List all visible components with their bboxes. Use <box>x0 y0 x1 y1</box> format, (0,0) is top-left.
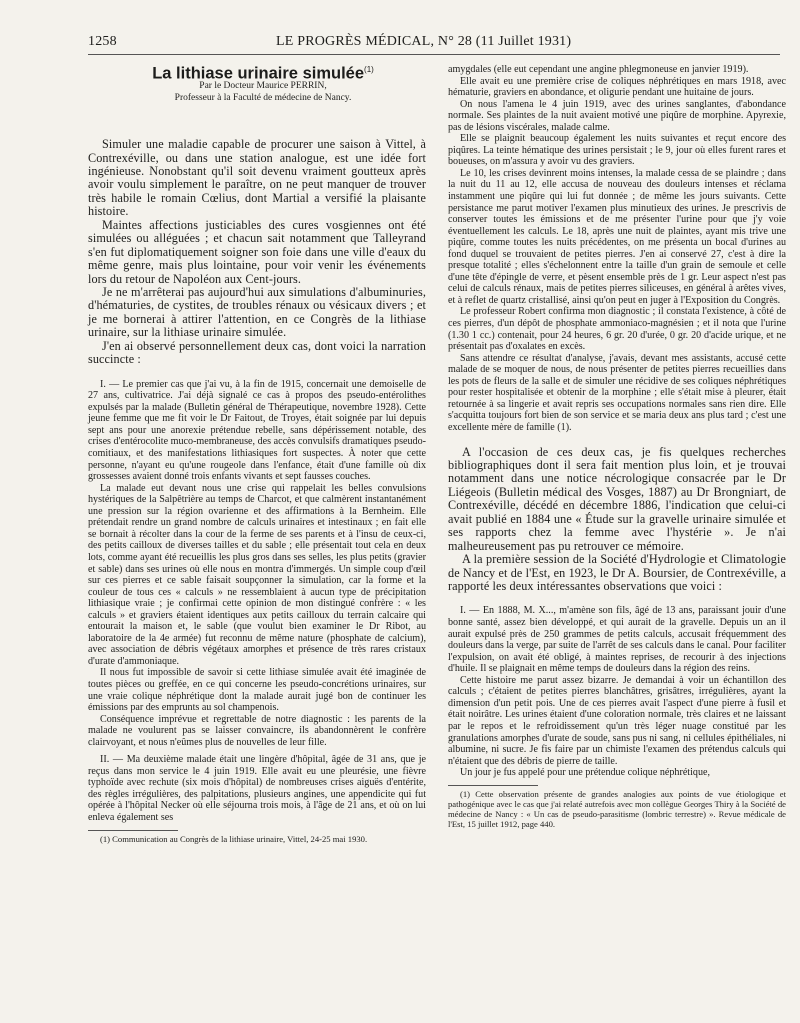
paragraph: I. — En 1888, M. X..., m'amène son fils, âgé de 13 ans, paraissant jouir d'une bonne santé, assez bien développé, et qui aurait de la gravelle. Depuis un an il aurait expulsé près de 250 grammes de petits calculs, accusait fréquemment des douleurs dans la verge, par suite de l'arrêt de ses calculs dans le canal. Pour faciliter l'expulsion, on avait été obligé, à maintes reprises, de recourir à des injections d'huile. Il se plaignait en même temps de douleurs dans la région des reins. <box>448 605 786 675</box>
paragraph: Sans attendre ce résultat d'analyse, j'avais, devant mes assistants, accusé cette malade de se moquer de nous, de nous présenter de petites pierres recueillies dans les pots de fleurs de la salle et de simuler une récidive de ses coliques néphrétiques pour rester hospitalisée et obtenir de la morphine ; elle s'était mise à pleurer, était retournée à sa lingerie et avait repris ses occupations normales sans rien dire. Elle s'acquitta toujours fort bien de son service et se maria deux ans plus tard ; c'est une excellente mère de famille (1). <box>448 352 786 433</box>
paragraph: Le 10, les crises devinrent moins intenses, la malade cessa de se plaindre ; dans la nuit du 11 au 12, elle accusa de nouveau des douleurs intenses et réclama instamment une piqûre qui lui fut donnée ; de même les jours suivants. Cette persistance me parut motiver l'examen plus minutieux des urines. Je prescrivis de conserver toutes les émissions et de me présenter l'urine pour que j'y voie éventuellement les calculs. Le 18, après une nuit de plaintes, ayant mis trive une piqûre, comme toutes les nuits précédentes, on me présenta un bocal d'urines au fond duquel se trouvaient de petites pierres. J'en ai conservé 27, c'est à dire la presque totalité ; elles s'échelonnent entre la taille d'un grain de semoule et celle d'une tête d'épingle de verre, et pèsent ensemble près de 1 gr. Leur aspect n'est pas celui de calculs rénaux, mais de petites pierres siliceuses, en général à arêtes vives, et à reflet de quartz cristallisé, ainsi qu'on peut en juger à l'Exposition du Congrès. <box>448 167 786 306</box>
paragraph: Elle avait eu une première crise de coliques néphrétiques en mars 1918, avec hématurie, graviers en abondance, et oligurie pendant une huitaine de jours. <box>448 75 786 99</box>
title-footnote-mark: (1) <box>364 65 374 74</box>
bibliography-section <box>448 446 786 594</box>
author-line: Par le Docteur Maurice PERRIN, <box>199 81 327 92</box>
paragraph: A la première session de la Société d'Hydrologie et Climatologie de Nancy et de l'Est, en 1923, le Dr A. Boursier, de Contrexéville, a rapporté les deux intéressantes observations que voici : <box>448 552 786 594</box>
paragraph: Un jour je fus appelé pour une prétendue colique néphrétique, <box>460 767 711 779</box>
page-number: 1258 <box>88 34 117 49</box>
paragraph: Le professeur Robert confirma mon diagnostic ; il constata l'existence, à côté de ces pierres, d'un dépôt de phosphate ammoniaco-magnésien ; et il nota que l'urine (1.30 1 cc.) contenait, pour 24 heures, 6 gr. 20 d'urée, 0 gr. 20 d'acide urique, et ne présentait pas d'oxalates en excès. <box>448 306 786 353</box>
running-header <box>88 34 780 52</box>
paragraph: amygdales (elle eut cependant une angine phlegmoneuse en janvier 1919). <box>448 64 749 75</box>
paragraph: Il nous fut impossible de savoir si cette lithiase simulée avait été imaginée de toutes pièces ou greffée, en ce qui concerne les pseudo-concrétions urinaires, sur une vraie colique néphrétique dont la malade aurait jugé bon de continuer les émissions par des emprunts au sol champenois. <box>88 667 426 714</box>
paragraph: On nous l'amena le 4 juin 1919, avec des urines sanglantes, d'abondance normale. Ses plaintes de la nuit avaient motivé une piqûre de morphine. Apyrexie, pas de lésions viscérales, malade calme. <box>448 98 786 133</box>
paragraph: Cette histoire me parut assez bizarre. Je demandai à voir un échantillon des calculs ; c'étaient de petites pierres blanchâtres, grisâtres, irrégulières, ayant la dimension d'un petit pois. Une de ces pierres avait l'aspect d'une pierre à fusil et était noirâtre. Les urines étaient d'une coloration normale, très claires et ne laissant par le repos et le refroidissement qu'un très léger nuage constitué par les granulations amorphes d'urate de soude, sans pus ni sang, ni cellules épithéliales, ni albumine, ni sucre. Je fis faire par un chimiste l'examen des prétendus calculs qui n'étaient que des débris de pierre de taille. <box>448 674 786 767</box>
footnote-rule <box>448 785 538 786</box>
journal-title: LE PROGRÈS MÉDICAL, N° 28 (11 Juillet 1931) <box>276 34 572 49</box>
left-column <box>88 64 426 844</box>
paragraph: Elle se plaignit beaucoup également les nuits suivantes et reçut encore des piqûres. La teinte hématique des urines persistait ; le 9, jour où elles furent rares et boueuses, on m'assura y avoir vu des graviers. <box>448 133 786 168</box>
paragraph: Je ne m'arrêterai pas aujourd'hui aux simulations d'albuminuries, d'hématuries, de cystites, de troubles rénaux ou vésicaux divers ; et je me bornerai à attirer l'attention, en ce Congrès de la lithiase urinaire, sur la lithiase urinaire simulée. <box>88 285 426 340</box>
paragraph: Simuler une maladie capable de procurer une saison à Vittel, à Contrexéville, ou dans une station analogue, est une idée fort ingénieuse. Nonobstant qu'il soit devenu vraiment goutteux après avoir voulu simplement le paraître, on ne peut manquer de trouver très habile le romain Cœlius, dont Martial a versifié la plaisante histoire. <box>88 137 426 219</box>
paragraph: J'en ai observé personnellement deux cas, dont voici la narration succincte : <box>88 338 426 367</box>
paragraph: Maintes affections justiciables des cures vosgiennes ont été simulées ou alléguées ; et chacun sait notamment que Talleyrand s'en fut diplomatiquement soigner son foie dans une ville d'eaux du même genre, mais plus lointaine, pour voir venir les événements lors du retour de Napoléon aux Cent-jours. <box>88 217 426 286</box>
paragraph: I. — Le premier cas que j'ai vu, à la fin de 1915, concernait une demoiselle de 27 ans, cultivatrice. J'ai déjà signalé ce cas à propos des pseudo-entérolithes expulsés par la malade (Bulletin général de Thérapeutique, novembre 1928). Cette jeune femme que me fit voir le Dr Faitout, de Troyes, était soignée par lui depuis sept ans pour une anorexie prétendue rebelle, sans dépérissement notable, des crises d'entérocolite muco-membraneuse, des accès convulsifs dramatiques pseudo-comitiaux, et des manifestations lithiasiques fort suspectes. À noter que cette personne, n'ayant eu qu'une rougeole dans l'enfance, était d'une famille où dix grossesses avaient donné trois enfants vivants et sept fausses couches. <box>88 378 426 483</box>
affiliation-line: Professeur à la Faculté de médecine de Nancy. <box>174 93 352 104</box>
introduction <box>88 138 426 367</box>
paragraph: Conséquence imprévue et regrettable de notre diagnostic : les parents de la malade ne voulurent pas se laisser convaincre, ils abandonnèrent le confrère clairvoyant, et nous n'eûmes plus de nouvelles de leur fille. <box>88 713 426 748</box>
header-rule <box>88 54 780 55</box>
article-title <box>88 64 426 83</box>
footnote-rule <box>88 830 178 831</box>
right-column <box>448 64 786 829</box>
footnote: (1) Cette observation présente de grandes analogies aux points de vue étiologique et pathogénique avec le cas que j'ai relaté autrefois avec mon collègue Georges Thiry à la Société de médecine de Nancy : « Un cas de pseudo-parasitisme (lombric terrestre) ». Revue médicale de l'Est, 15 juillet 1912, page 440. <box>448 788 786 829</box>
paragraph: A l'occasion de ces deux cas, je fis quelques recherches bibliographiques dont il sera fait mention plus loin, et je trouvai notamment dans une notice nécrologique consacrée par le Dr Liégeois (Bulletin médical des Vosges, 1887) au Dr Brongniart, de Contrexéville, décédé en décembre 1886, l'indication que celui-ci avait publié en 1884 une « Étude sur la gravelle urinaire simulée et ses rapports chez la femme avec l'hystérie ». Je n'ai malheureusement pas pu retrouver ce mémoire. <box>448 444 786 553</box>
paragraph: La malade eut devant nous une crise qui rappelait les belles convulsions hystériques de la Salpêtrière au temps de Charcot, et que calmèrent instantanément une pression sur la région ovarienne et des affirmations à la Bernheim. Elle prétendait rendre un grand nombre de calculs urinaires et intestinaux ; en fait elle se bornait à récolter dans la cour de la ferme de ses parents et à l'insu de ceux-ci, des petits cailloux de diverses tailles et du sable ; elle présentait tout cela en deux lots, comme ayant été recueillis les plus gros dans ses selles, les plus petits (gravier et sable) dans ses urines où elle nous en montra d'immergés. Un simple coup d'œil sur ces pierres et ce sable faisait soupçonner la simulation, car la forme et la couleur de tous ces « calculs » ne ressemblaient à aucun type de précipitation lithiasique vraie ; je confirmai cette opinion de mon distingué confrère : « les calculs » et graviers étaient identiques aux petits cailloux du terrain calcaire qui entourait la maison et, le sable (que voulut bien examiner le Dr Ribot, au laboratoire de la 4e armée) fut reconnu de même nature (phosphate de calcium), avec association de débris végétaux amorphes et présence de très rares cristaux d'urate d'ammoniaque. <box>88 482 426 667</box>
paragraph: II. — Ma deuxième malade était une lingère d'hôpital, âgée de 31 ans, que je reçus dans mon service le 4 juin 1919. Elle avait eu une pleurésie, une fièvre typhoïde avec rechute (six mois d'hôpital) de nombreuses crises aiguës d'entérite, des règles irrégulières, des palpitations, plusieurs angines, une appendicite qui fut opérée à l'hôpital Necker où elle séjourna trois mois, à l'âge de 21 ans, et où on lui enleva également ses <box>88 754 426 823</box>
title-text: La lithiase urinaire simulée <box>152 64 365 83</box>
footnote: (1) Communication au Congrès de la lithiase urinaire, Vittel, 24-25 mai 1930. <box>100 833 368 844</box>
